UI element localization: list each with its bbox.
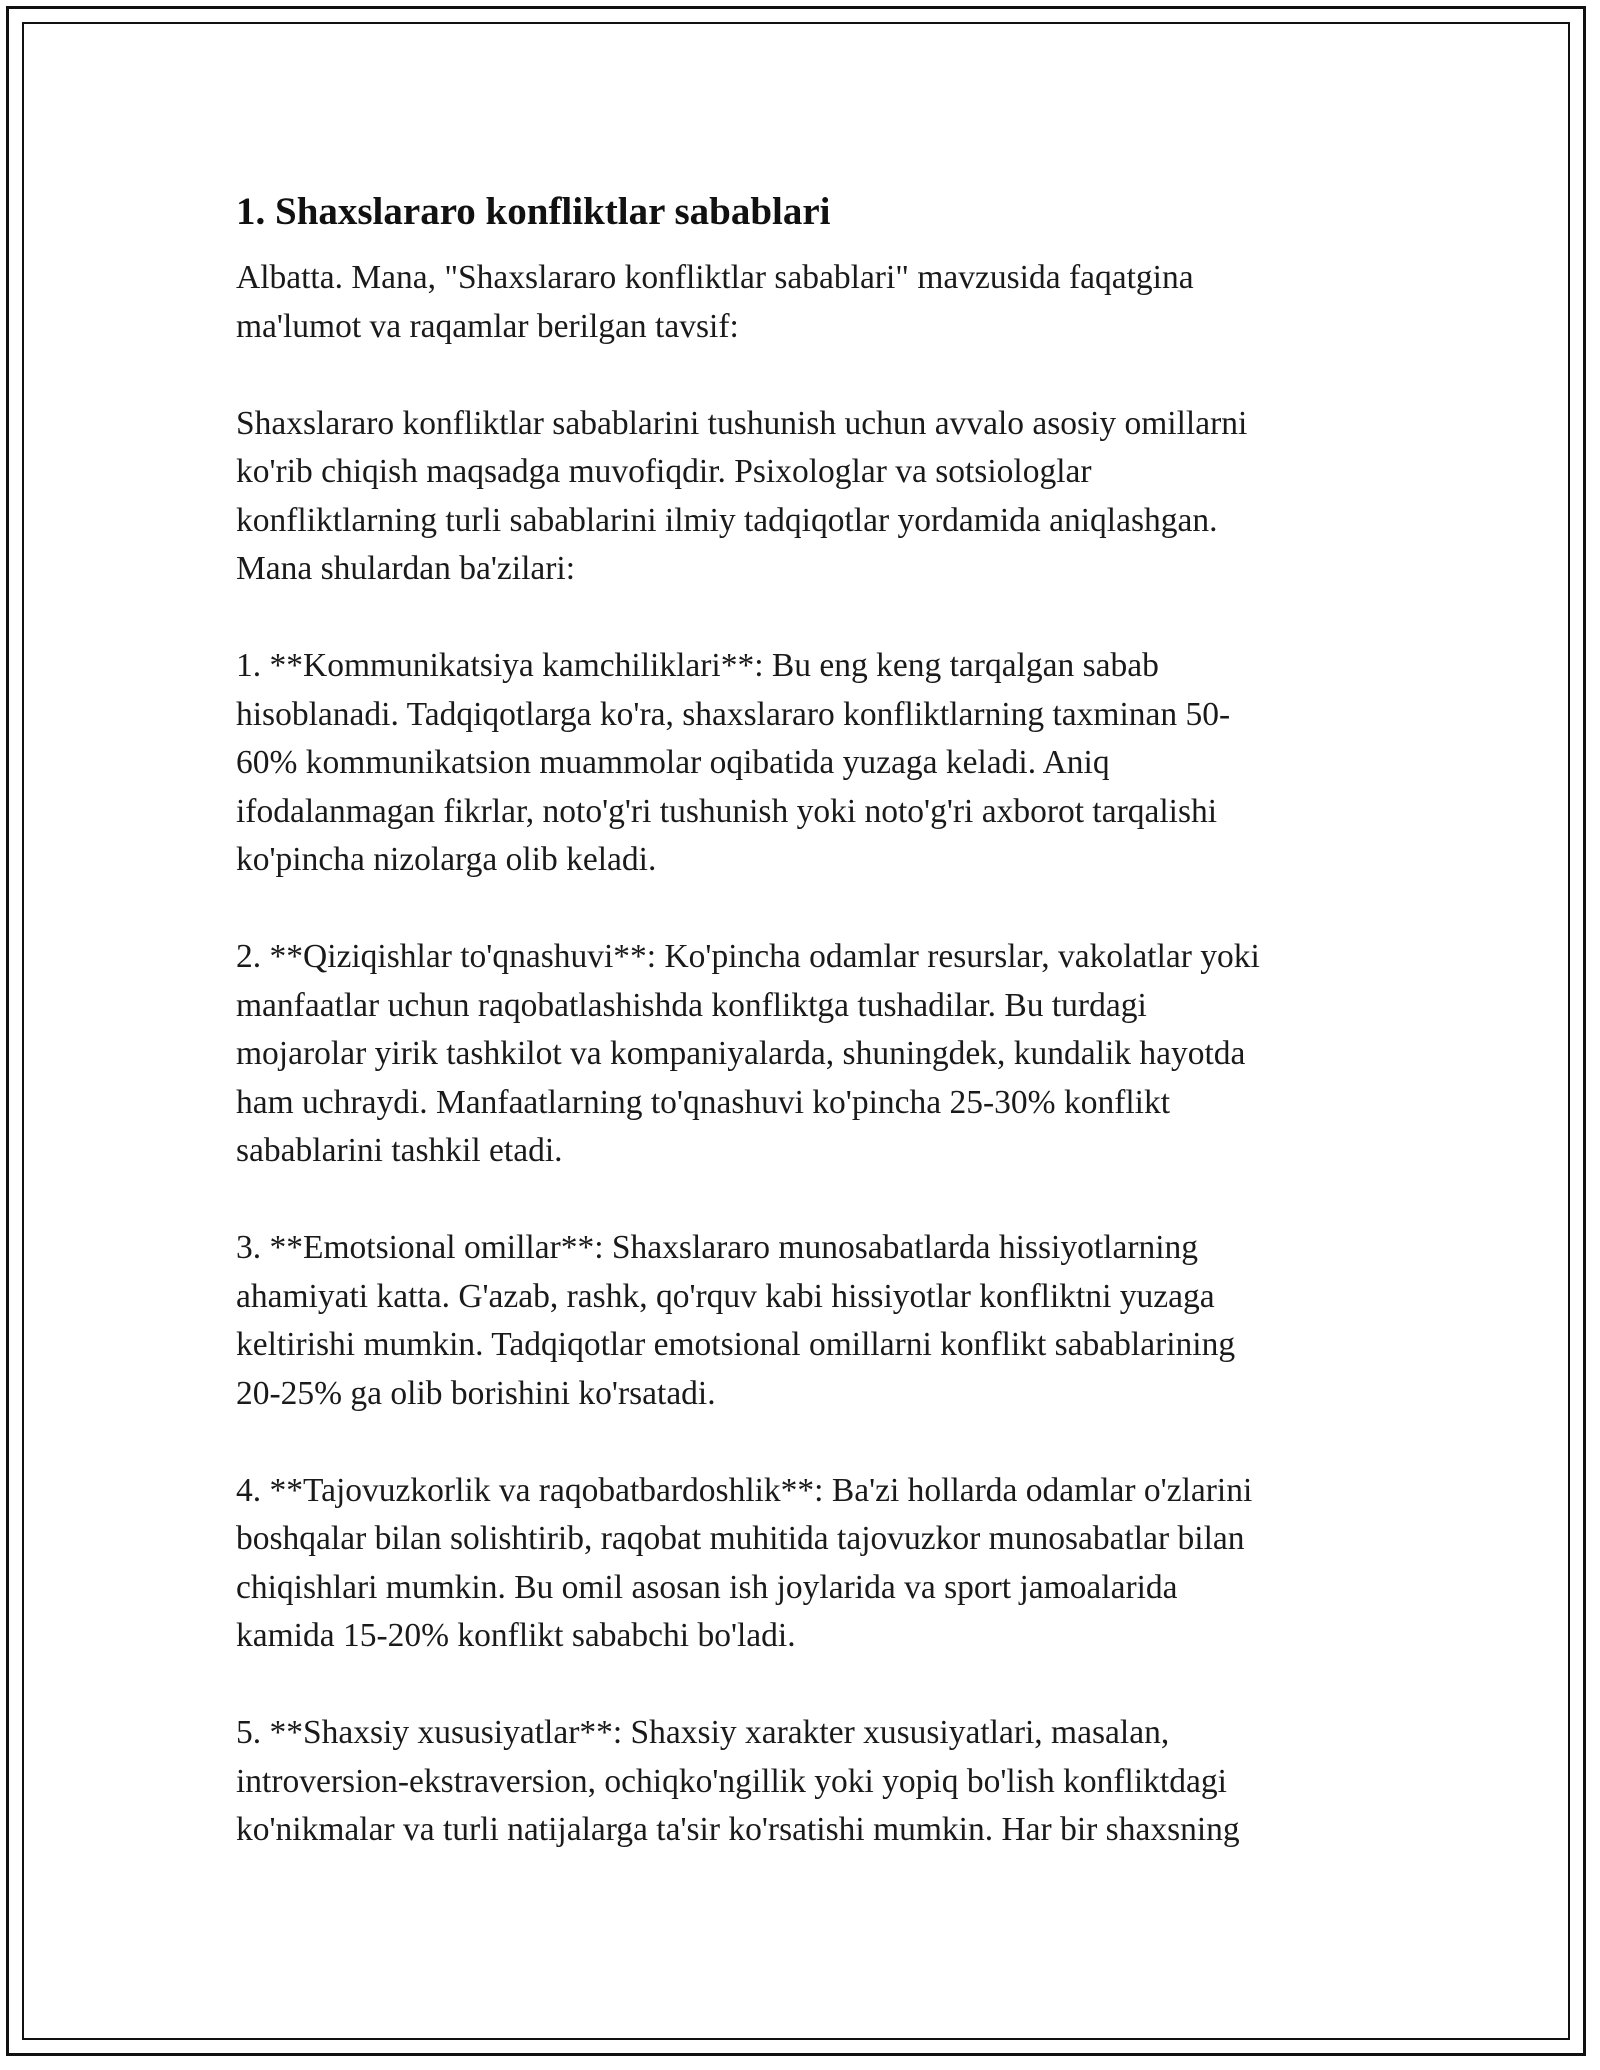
cause-emotional-paragraph: 3. **Emotsional omillar**: Shaxslararo munosabatlarda hissiyotlarning ahamiyati katta. G'azab, rashk, qo'rquv kabi hissiyotlar konfliktni yuzaga keltirishi mumkin. Tadqiqotlar emotsional omillarni konflikt sabablarining 20-25% ga olib borishini ko'rsatadi. — [236, 1229, 1236, 1412]
document-body — [236, 186, 1366, 1903]
intro-paragraph: Albatta. Mana, "Shaxslararo konfliktlar sabablari" mavzusida faqatgina ma'lumot va raqamlar berilgan tavsif: — [236, 259, 1194, 345]
cause-interests-paragraph: 2. **Qiziqishlar to'qnashuvi**: Ko'pincha odamlar resurslar, vakolatlar yoki manfaatlar uchun raqobatlashishda konfliktga tushadilar. Bu turdagi mojarolar yirik tashkilot va kompaniyalarda, shuningdek, kundalik hayotda ham uchraydi. Manfaatlarning to'qnashuvi ko'pincha 25-30% konflikt sabablarini tashkil etadi. — [236, 938, 1260, 1169]
document-title: 1. Shaxslararo konfliktlar sabablari — [236, 190, 831, 233]
cause-aggression-paragraph: 4. **Tajovuzkorlik va raqobatbardoshlik**: Ba'zi hollarda odamlar o'zlarini boshqalar bilan solishtirib, raqobat muhitida tajovuzkor munosabatlar bilan chiqishlari mumkin. Bu omil asosan ish joylarida va sport jamoalarida kamida 15-20% konflikt sababchi bo'ladi. — [236, 1471, 1253, 1654]
cause-communication-paragraph: 1. **Kommunikatsiya kamchiliklari**: Bu eng keng tarqalgan sabab hisoblanadi. Tadqiqotlarga ko'ra, shaxslararo konfliktlarning taxminan 50- 60% kommunikatsion muammolar oqibatida yuzaga keladi. Aniq ifodalanmagan fikrlar, noto'g'ri tushunish yoki noto'g'ri axborot tarqalishi ko'pincha nizolarga olib keladi. — [236, 647, 1231, 878]
cause-personality-paragraph: 5. **Shaxsiy xususiyatlar**: Shaxsiy xarakter xususiyatlari, masalan, introversion-ekstraversion, ochiqko'ngillik yoki yopiq bo'lish konfliktdagi ko'nikmalar va turli natijalarga ta'sir ko'rsatishi mumkin. Har bir shaxsning — [236, 1714, 1240, 1848]
overview-paragraph: Shaxslararo konfliktlar sabablarini tushunish uchun avvalo asosiy omillarni ko'rib chiqish maqsadga muvofiqdir. Psixologlar va sotsiologlar konfliktlarning turli sabablarini ilmiy tadqiqotlar yordamida aniqlashgan. Mana shulardan ba'zilari: — [236, 404, 1248, 587]
